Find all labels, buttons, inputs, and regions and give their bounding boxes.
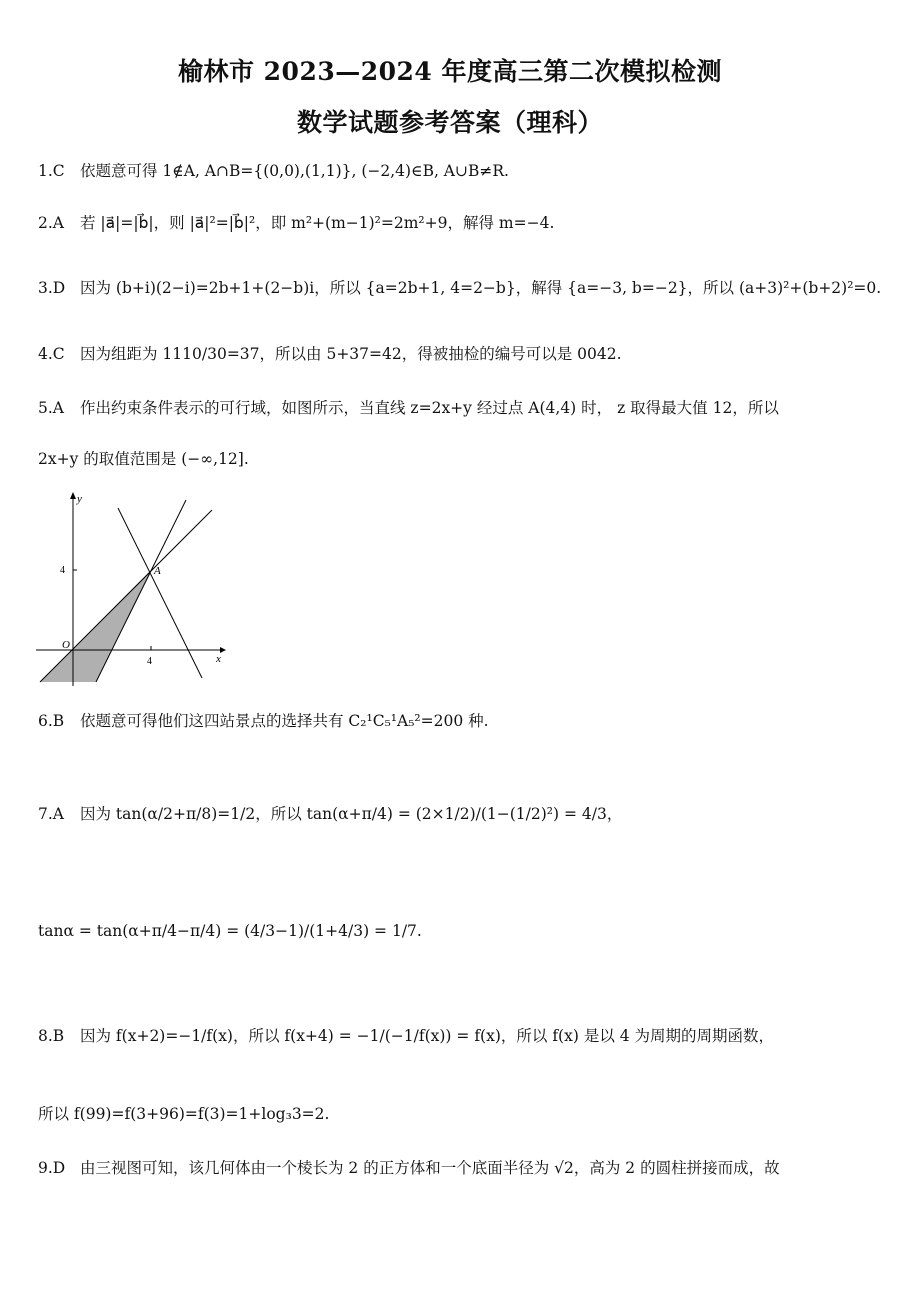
answer-2: 2.A 若 |a⃗|=|b⃗|，则 |a⃗|²=|b⃗|²，即 m²+(m−1)²=2m²+9，解得 m=−4. <box>38 214 555 232</box>
line-2 <box>96 500 186 682</box>
answer-4: 4.C 因为组距为 1110/30=37，所以由 5+37=42，得被抽检的编号可以是 0042. <box>38 345 622 363</box>
answer-8: 8.B 因为 f(x+2)=−1/f(x)，所以 f(x+4) = −1/(−1/f(x)) = f(x)，所以 f(x) 是以 4 为周期的周期函数， <box>38 1027 775 1045</box>
answer-9: 9.D 由三视图可知，该几何体由一个棱长为 2 的正方体和一个底面半径为 √2，高为 2 的圆柱拼接而成，故 <box>38 1159 780 1177</box>
origin-label: O <box>62 639 70 651</box>
page-subtitle: 数学试题参考答案（理科） <box>296 108 603 137</box>
answer-6: 6.B 依题意可得他们这四站景点的选择共有 C₂¹C₅¹A₅²=200 种. <box>38 712 489 730</box>
answer-1: 1.C 依题意可得 1∉A, A∩B={(0,0),(1,1)}, (−2,4)∈B, A∪B≠R. <box>38 162 509 180</box>
page-title: 榆林市 2023—2024 年度高三第二次模拟检测 <box>177 57 723 86</box>
feasible-region-figure <box>30 490 230 690</box>
tick-x-label: 4 <box>147 656 152 667</box>
x-axis-label: x <box>216 653 221 665</box>
y-axis-arrow <box>70 492 76 499</box>
answer-5-cont: 2x+y 的取值范围是 (−∞,12]. <box>38 450 249 468</box>
answer-7-cont: tanα = tan(α+π/4−π/4) = (4/3−1)/(1+4/3) = 1/7. <box>38 922 422 940</box>
answer-5: 5.A 作出约束条件表示的可行域，如图所示，当直线 z=2x+y 经过点 A(4,4) 时， z 取得最大值 12，所以 <box>38 399 779 417</box>
y-axis-label: y <box>77 493 82 505</box>
line-1 <box>40 510 212 682</box>
answer-8-cont: 所以 f(99)=f(3+96)=f(3)=1+log₃3=2. <box>38 1105 330 1123</box>
answer-7: 7.A 因为 tan(α/2+π/8)=1/2，所以 tan(α+π/4) = (2×1/2)/(1−(1/2)²) = 4/3， <box>38 805 623 823</box>
tick-y-label: 4 <box>60 565 65 576</box>
point-a-label: A <box>154 565 161 577</box>
x-axis-arrow <box>220 647 226 653</box>
answer-3: 3.D 因为 (b+i)(2−i)=2b+1+(2−b)i，所以 {a=2b+1, 4=2−b}，解得 {a=−3, b=−2}，所以 (a+3)²+(b+2)²=0. <box>38 279 882 297</box>
